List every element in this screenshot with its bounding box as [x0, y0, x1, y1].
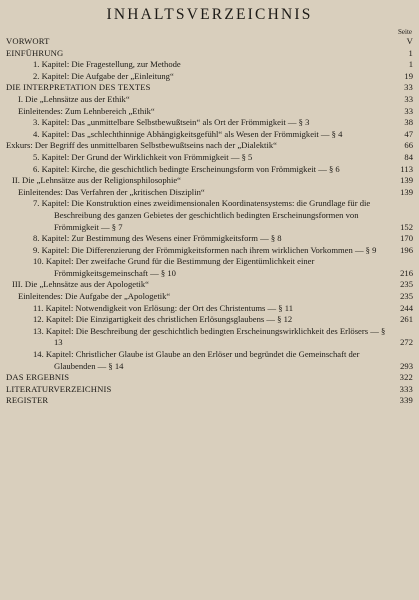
toc-entry — [6, 279, 413, 291]
toc-entry-title: 14. Kapitel: Christlicher Glaube ist Glaube an den Erlöser und begründet die Gemeinschaft der Glaubenden — § 14 — [33, 349, 360, 371]
toc-entry-title: 5. Kapitel: Der Grund der Wirklichkeit von Frömmigkeit — § 5 — [33, 151, 253, 162]
toc-entry-page: 38 — [404, 117, 413, 128]
page-title: INHALTSVERZEICHNIS — [106, 6, 313, 23]
toc-entry-title: II. Die „Lehnsätze aus der Religionsphilosophie“ — [12, 175, 181, 186]
toc-entry-title: 10. Kapitel: Der zweifache Grund für die Bestimmung der Eigentümlichkeit einer Frömmigkeitsgemeinschaft — § 10 — [33, 256, 315, 278]
toc-entry — [6, 384, 413, 396]
toc-entry-page: 272 — [400, 337, 413, 348]
toc-entry-page: 139 — [400, 186, 413, 197]
toc-entry-page: 244 — [400, 302, 413, 313]
toc-entry-title: REGISTER — [6, 395, 49, 406]
toc-entry-title: Exkurs: Der Begriff des unmittelbaren Selbstbewußtseins nach der „Dialektik“ — [6, 140, 277, 151]
toc-entry-page: 339 — [399, 395, 413, 406]
toc-entry-title: 3. Kapitel: Das „unmittelbare Selbstbewußtsein“ als Ort der Frömmigkeit — § 3 — [33, 117, 310, 128]
toc-entry — [6, 256, 413, 279]
toc-entry-title: 12. Kapitel: Die Einzigartigkeit des christlichen Erlösungsglaubens — § 12 — [33, 314, 293, 325]
toc-entry — [6, 164, 413, 176]
toc-entry-page: 47 — [404, 128, 413, 139]
toc-entry-page: 216 — [400, 267, 413, 278]
toc-entry — [6, 175, 413, 187]
toc-entry-page: 84 — [404, 151, 413, 162]
toc-entry-page: 33 — [404, 82, 413, 93]
toc-entry-title: 9. Kapitel: Die Differenzierung der Frömmigkeitsformen nach ihrem wirklichen Vorkommen — § 9 — [33, 244, 377, 255]
toc-entry — [6, 372, 413, 384]
toc-entry-title: 11. Kapitel: Notwendigkeit von Erlösung: der Ort des Christentums — § 11 — [33, 302, 294, 313]
toc-entry — [6, 71, 413, 83]
toc-entry — [6, 94, 413, 106]
toc-entry — [6, 36, 413, 48]
toc-entry-page: 1 — [408, 47, 413, 58]
toc-entry-title: 7. Kapitel: Die Konstruktion eines zweidimensionalen Koordinatensystems: die Grundlage für die Beschreibung des ganzen Gebietes der geschichtlich bedingten Erscheinungsformen von Frömmigkeit — § 7 — [33, 198, 371, 232]
toc-entry-title: I. Die „Lehnsätze aus der Ethik“ — [18, 93, 130, 104]
toc-entry — [6, 349, 413, 372]
toc-entry-title: EINFÜHRUNG — [6, 47, 64, 58]
toc-entry-page: 1 — [408, 59, 413, 70]
toc-entry — [6, 198, 413, 233]
toc-entry-title: VORWORT — [6, 36, 50, 46]
toc-list — [6, 36, 413, 407]
toc-entry-page: 196 — [400, 244, 413, 255]
toc-entry-page: 33 — [404, 93, 413, 104]
toc-entry-title: 13. Kapitel: Die Beschreibung der geschichtlich bedingten Erscheinungswirklichkeit des Erlösers — § 13 — [33, 325, 386, 348]
toc-entry-title: Einleitendes: Die Aufgabe der „Apologetik“ — [18, 291, 171, 302]
toc-entry — [6, 314, 413, 326]
toc-entry — [6, 48, 413, 60]
toc-entry-page: 170 — [400, 233, 413, 244]
toc-entry — [6, 326, 413, 349]
toc-entry-page: V — [406, 36, 413, 46]
toc-entry-title: LITERATURVERZEICHNIS — [6, 383, 112, 394]
toc-entry — [6, 233, 413, 245]
toc-entry-page: 235 — [400, 279, 413, 290]
toc-entry-page: 33 — [404, 105, 413, 116]
toc-entry-title: 6. Kapitel: Kirche, die geschichtlich bedingte Erscheinungsform von Frömmigkeit — § 6 — [33, 163, 340, 174]
toc-entry-page: 152 — [400, 221, 413, 232]
toc-entry-title: III. Die „Lehnsätze aus der Apologetik“ — [12, 279, 149, 290]
toc-entry-page: 139 — [400, 175, 413, 186]
toc-entry-page: 235 — [400, 291, 413, 302]
toc-entry — [6, 106, 413, 118]
toc-entry-title: DAS ERGEBNIS — [6, 372, 70, 383]
toc-entry — [6, 117, 413, 129]
toc-entry — [6, 59, 413, 71]
toc-entry — [6, 303, 413, 315]
toc-entry-title: Einleitendes: Zum Lehnbereich „Ethik“ — [18, 105, 155, 116]
toc-entry — [6, 82, 413, 94]
toc-entry — [6, 187, 413, 199]
toc-entry-title: Einleitendes: Das Verfahren der „kritischen Disziplin“ — [18, 186, 205, 197]
toc-entry-title: 1. Kapitel: Die Fragestellung, zur Methode — [33, 59, 181, 70]
toc-entry — [6, 140, 413, 152]
toc-entry-page: 322 — [399, 372, 413, 383]
toc-entry-page: 66 — [404, 140, 413, 151]
page-column-label: Seite — [398, 28, 412, 36]
toc-entry-title: 8. Kapitel: Zur Bestimmung des Wesens einer Frömmigkeitsform — § 8 — [33, 233, 282, 244]
toc-entry-title: DIE INTERPRETATION DES TEXTES — [6, 82, 151, 93]
toc-entry-page: 19 — [404, 70, 413, 81]
toc-entry-page: 261 — [400, 314, 413, 325]
toc-entry — [6, 291, 413, 303]
toc-entry-page: 333 — [399, 383, 413, 394]
toc-entry — [6, 129, 413, 141]
toc-entry-title: 4. Kapitel: Das „schlechthinnige Abhängigkeitsgefühl“ als Wesen der Frömmigkeit — § 4 — [33, 128, 343, 139]
toc-entry-page: 113 — [400, 163, 413, 174]
toc-entry — [6, 395, 413, 407]
toc-entry-page: 293 — [400, 360, 413, 371]
toc-entry — [6, 245, 413, 257]
toc-entry — [6, 152, 413, 164]
toc-entry-title: 2. Kapitel: Die Aufgabe der „Einleitung“ — [33, 70, 174, 81]
